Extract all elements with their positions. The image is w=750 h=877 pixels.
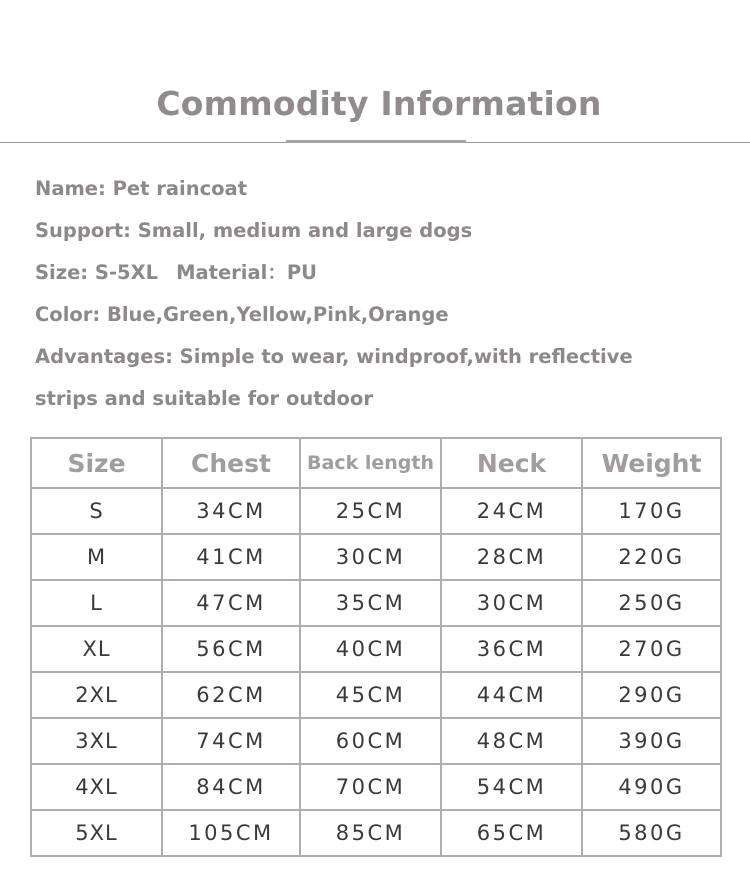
cell-back-length: 45CM: [300, 672, 441, 718]
table-header-row: [31, 438, 721, 488]
cell-weight: 390G: [582, 718, 721, 764]
cell-size: XL: [31, 626, 162, 672]
cell-neck: 54CM: [441, 764, 582, 810]
table-row: [31, 764, 721, 810]
info-size: Size: S-5XL: [35, 261, 159, 284]
cell-neck: 44CM: [441, 672, 582, 718]
info-color: Color: Blue,Green,Yellow,Pink,Orange: [35, 303, 449, 326]
cell-chest: 56CM: [162, 626, 300, 672]
cell-chest: 74CM: [162, 718, 300, 764]
size-chart-table: [30, 437, 722, 857]
cell-weight: 270G: [582, 626, 721, 672]
cell-weight: 170G: [582, 488, 721, 534]
cell-size: S: [31, 488, 162, 534]
cell-back-length: 35CM: [300, 580, 441, 626]
info-support: Support: Small, medium and large dogs: [35, 219, 473, 242]
title-accent-bar: [286, 140, 466, 143]
header-weight: Weight: [582, 438, 721, 488]
table-row: [31, 626, 721, 672]
cell-chest: 34CM: [162, 488, 300, 534]
cell-chest: 41CM: [162, 534, 300, 580]
cell-weight: 290G: [582, 672, 721, 718]
cell-back-length: 40CM: [300, 626, 441, 672]
cell-neck: 30CM: [441, 580, 582, 626]
table-row: [31, 810, 721, 856]
cell-size: M: [31, 534, 162, 580]
cell-size: 2XL: [31, 672, 162, 718]
cell-neck: 65CM: [441, 810, 582, 856]
cell-chest: 105CM: [162, 810, 300, 856]
cell-back-length: 70CM: [300, 764, 441, 810]
header-size: Size: [31, 438, 162, 488]
cell-chest: 62CM: [162, 672, 300, 718]
info-name: Name: Pet raincoat: [35, 177, 248, 200]
header-chest: Chest: [162, 438, 300, 488]
table-row: [31, 488, 721, 534]
table-row: [31, 672, 721, 718]
cell-neck: 24CM: [441, 488, 582, 534]
cell-back-length: 60CM: [300, 718, 441, 764]
table-row: [31, 534, 721, 580]
cell-weight: 490G: [582, 764, 721, 810]
cell-neck: 28CM: [441, 534, 582, 580]
cell-chest: 84CM: [162, 764, 300, 810]
cell-back-length: 25CM: [300, 488, 441, 534]
table-row: [31, 718, 721, 764]
cell-back-length: 85CM: [300, 810, 441, 856]
cell-weight: 580G: [582, 810, 721, 856]
table-body: [31, 488, 721, 856]
product-info: [35, 170, 735, 422]
header-neck: Neck: [441, 438, 582, 488]
info-advantages-1: Advantages: Simple to wear, windproof,with reflective: [35, 345, 633, 368]
header-back-length: Back length: [300, 438, 441, 488]
table-row: [31, 580, 721, 626]
info-advantages-2: strips and suitable for outdoor: [35, 387, 373, 410]
cell-size: 3XL: [31, 718, 162, 764]
cell-back-length: 30CM: [300, 534, 441, 580]
cell-size: 4XL: [31, 764, 162, 810]
cell-weight: 220G: [582, 534, 721, 580]
cell-size: 5XL: [31, 810, 162, 856]
cell-weight: 250G: [582, 580, 721, 626]
cell-neck: 36CM: [441, 626, 582, 672]
page-title: Commodity Information: [156, 84, 602, 123]
cell-neck: 48CM: [441, 718, 582, 764]
cell-chest: 47CM: [162, 580, 300, 626]
cell-size: L: [31, 580, 162, 626]
info-material: Material：PU: [176, 261, 317, 284]
info-size-material: [35, 254, 735, 296]
